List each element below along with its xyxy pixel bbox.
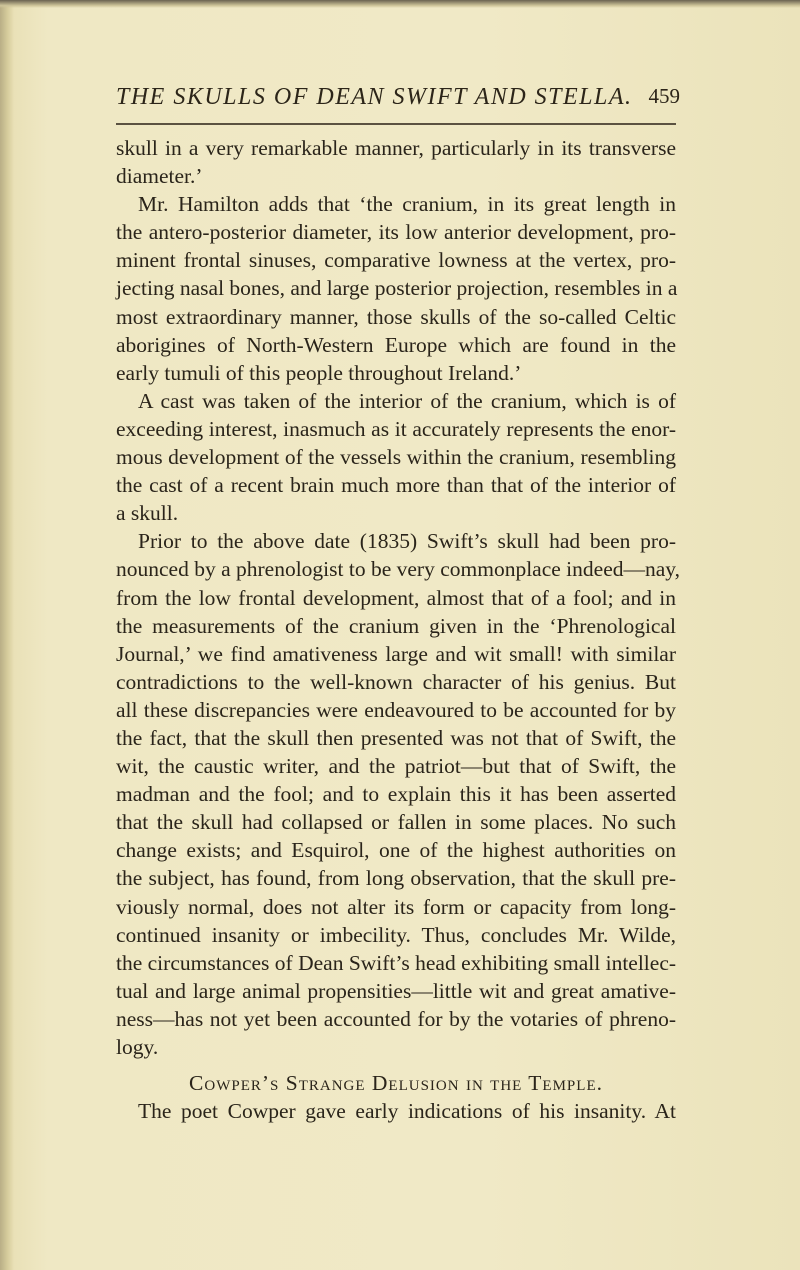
text-line: the measurements of the cranium given in the ‘Phrenological: [116, 613, 676, 638]
text-line: a skull.: [116, 501, 179, 526]
text-line: minent frontal sinuses, comparative lowness at the vertex, pro-: [116, 248, 676, 273]
text-line: from the low frontal development, almost that of a fool; and in: [116, 585, 676, 610]
text-line: the cast of a recent brain much more than that of the interior of: [116, 473, 676, 498]
text-line: early tumuli of this people throughout Ireland.’: [116, 360, 522, 385]
text-line: skull in a very remarkable manner, particularly in its transverse: [116, 136, 676, 160]
text-line: the antero-posterior diameter, its low anterior development, pro-: [116, 220, 676, 245]
section-heading: Cowper’s Strange Delusion in the Temple.: [189, 1071, 603, 1096]
text-line: most extraordinary manner, those skulls of the so-called Celtic: [116, 304, 676, 329]
running-head-title: THE SKULLS OF DEAN SWIFT AND STELLA.: [116, 84, 633, 110]
text-line: wit, the caustic writer, and the patriot—but that of Swift, the: [116, 754, 676, 779]
text-line: nounced by a phrenologist to be very commonplace indeed—nay,: [116, 557, 681, 582]
page-number: 459: [648, 84, 680, 108]
text-line: continued insanity or imbecility. Thus, concludes Mr. Wilde,: [116, 922, 676, 947]
body-text: [116, 134, 681, 1125]
text-line: jecting nasal bones, and large posterior projection, resembles in a: [116, 276, 678, 301]
binding-shadow: [0, 0, 14, 1270]
text-line: diameter.’: [116, 164, 203, 189]
text-line: the circumstances of Dean Swift’s head exhibiting small intellec-: [116, 950, 677, 975]
text-line: madman and the fool; and to explain this it has been asserted: [116, 782, 676, 807]
header-rule: [116, 123, 676, 125]
text-line: mous development of the vessels within the cranium, resembling: [116, 445, 676, 470]
text-line: aborigines of North-Western Europe which are found in the: [116, 332, 676, 357]
text-line: the fact, that the skull then presented was not that of Swift, the: [116, 725, 676, 750]
text-line: the subject, has found, from long observation, that the skull pre-: [116, 866, 676, 891]
text-line: A cast was taken of the interior of the cranium, which is of: [138, 388, 676, 413]
text-line: Mr. Hamilton adds that ‘the cranium, in its great length in: [138, 192, 676, 217]
text-line: Journal,’ we find amativeness large and wit small! with similar: [116, 641, 676, 666]
running-head: [116, 84, 680, 114]
text-line: The poet Cowper gave early indications of his insanity. At: [138, 1099, 676, 1124]
text-line: that the skull had collapsed or fallen in some places. No such: [116, 810, 676, 835]
text-line: tual and large animal propensities—little wit and great amative-: [116, 978, 676, 1003]
text-line: change exists; and Esquirol, one of the highest authorities on: [116, 838, 676, 863]
text-line: contradictions to the well-known character of his genius. But: [116, 669, 676, 694]
text-line: exceeding interest, inasmuch as it accurately represents the enor-: [116, 416, 676, 441]
text-line: viously normal, does not alter its form or capacity from long-: [116, 894, 676, 919]
text-line: all these discrepancies were endeavoured to be accounted for by: [116, 697, 676, 722]
text-line: ness—has not yet been accounted for by the votaries of phreno-: [116, 1006, 676, 1031]
text-line: Prior to the above date (1835) Swift’s skull had been pro-: [138, 529, 676, 554]
text-line: logy.: [116, 1035, 159, 1059]
top-edge: [0, 0, 800, 8]
